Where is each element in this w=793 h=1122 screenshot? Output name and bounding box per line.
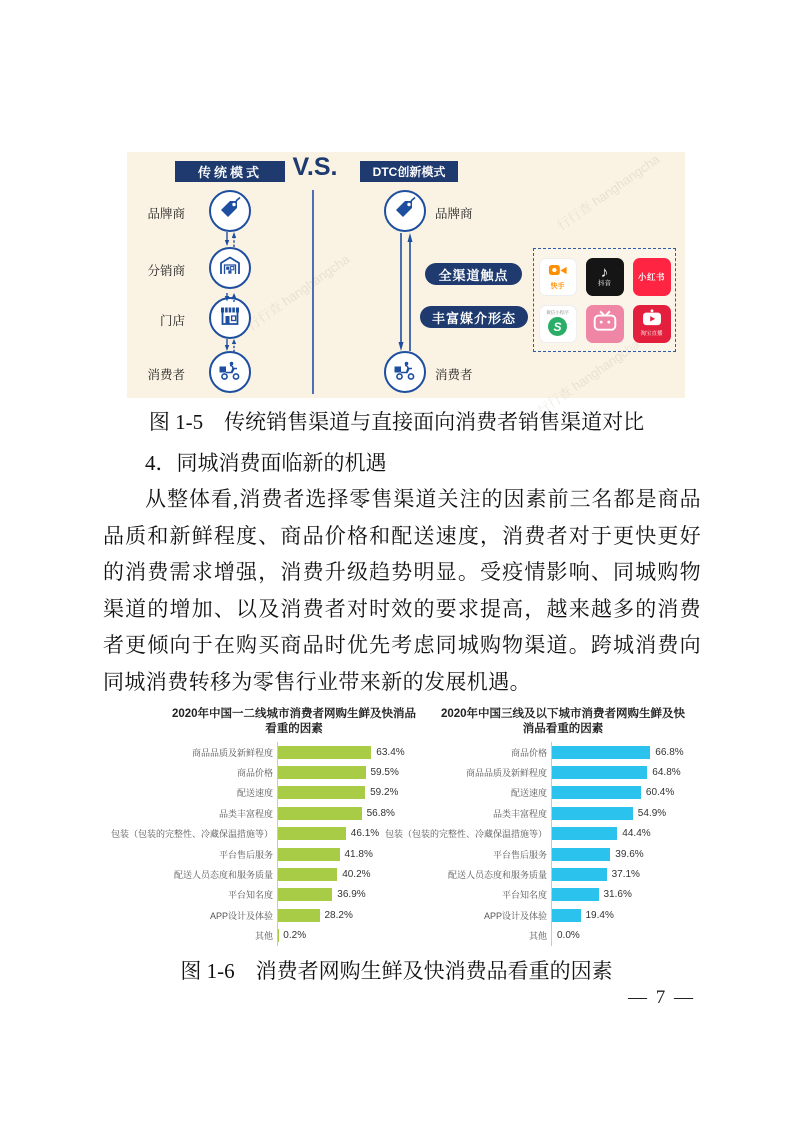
bar-track <box>277 864 423 884</box>
bar <box>278 746 371 759</box>
flow-arrows <box>222 232 240 252</box>
tag-icon <box>217 196 243 227</box>
chart-row <box>434 742 692 762</box>
chart-row <box>165 783 423 803</box>
bar <box>552 786 641 799</box>
category-label: 平台知名度 <box>227 890 273 901</box>
bar-track <box>551 864 692 884</box>
flow-arrows <box>222 339 240 357</box>
category-label: 商品品质及新鲜程度 <box>465 767 547 778</box>
chart-title: 2020年中国三线及以下城市消费者网购生鲜及快消品看重的因素 <box>440 708 686 735</box>
value-label: 66.8% <box>655 746 684 758</box>
value-label: 0.0% <box>557 930 580 942</box>
chart-row <box>434 762 692 782</box>
bar <box>552 827 617 840</box>
bar-track <box>551 844 692 864</box>
bar <box>278 848 340 861</box>
category-label: 平台售后服务 <box>492 849 547 860</box>
bar <box>278 807 362 820</box>
bar <box>552 888 599 901</box>
bar-track <box>277 783 423 803</box>
bar-track <box>551 885 692 905</box>
chart-title: 2020年中国一二线城市消费者网购生鲜及快消品看重的因素 <box>171 708 417 735</box>
value-label: 40.2% <box>342 868 371 880</box>
figure-1-6-charts <box>110 703 692 945</box>
dtc-consumer-node <box>384 351 426 393</box>
category-label: 配送人员态度和服务质量 <box>173 869 273 880</box>
flow-arrows <box>222 289 240 307</box>
bar <box>552 868 607 881</box>
tv-face-icon <box>592 309 618 338</box>
category-label: 配送速度 <box>510 788 547 799</box>
value-label: 64.8% <box>652 766 681 778</box>
category-label: 商品价格 <box>236 767 273 778</box>
category-label: 平台售后服务 <box>218 849 273 860</box>
chart-row <box>165 905 423 925</box>
chart-row <box>165 844 423 864</box>
category-label: 包装（包装的完整性、冷藏保温措施等） <box>384 829 547 840</box>
value-label: 0.2% <box>283 930 307 942</box>
category-label: APP设计及体验 <box>483 910 547 921</box>
wechat-mini-program-app-icon <box>539 305 577 343</box>
storefront-icon <box>217 303 243 334</box>
direct-flow-arrows <box>396 232 416 357</box>
category-label: 品类丰富程度 <box>492 808 547 819</box>
category-label: 商品价格 <box>510 747 547 758</box>
body-paragraph: 从整体看,消费者选择零售渠道关注的因素前三名都是商品品质和新鲜程度、商品价格和配送速度，消费者对于更快更好的消费需求增强，消费升级趋势明显。受疫情影响、同城购物渠道的增加、以及消费者对时效的要求提高，越来越多的消费者更倾向于在购买商品时优先考虑同城购物渠道。跨城消费向同城消费转移为零售行业带来新的发展机遇。 <box>103 487 701 694</box>
traditional-model-header: 传统模式 <box>175 161 285 182</box>
delivery-scooter-icon <box>217 357 243 388</box>
bar-track <box>551 762 692 782</box>
dtc-brand-node <box>384 190 426 232</box>
value-label: 59.5% <box>370 766 399 778</box>
value-label: 31.6% <box>603 889 632 901</box>
chart-row <box>434 885 692 905</box>
bar <box>552 848 610 861</box>
brand-label: 品牌商 <box>147 207 185 221</box>
tv-play-icon <box>641 309 663 331</box>
value-label: 41.8% <box>344 848 373 860</box>
category-label: 配送速度 <box>236 788 273 799</box>
category-label: 配送人员态度和服务质量 <box>447 869 547 880</box>
delivery-scooter-icon <box>392 357 418 388</box>
kuaishou-app-icon <box>539 258 577 296</box>
bar-track <box>551 905 692 925</box>
category-label: 其他 <box>528 931 547 942</box>
bar <box>552 909 581 922</box>
chart-row <box>165 803 423 823</box>
dtc-brand-label: 品牌商 <box>435 207 473 221</box>
value-label: 37.1% <box>611 868 640 880</box>
value-label: 46.1% <box>350 828 380 840</box>
category-label: 商品品质及新鲜程度 <box>191 747 273 758</box>
bar-track <box>277 844 423 864</box>
bar <box>278 827 346 840</box>
distributor-label: 分销商 <box>147 264 185 278</box>
taobao-live-app-icon <box>633 305 671 343</box>
category-label: 平台知名度 <box>501 890 547 901</box>
chart-row <box>434 803 692 823</box>
chart-row <box>165 885 423 905</box>
value-label: 60.4% <box>645 787 675 799</box>
chart-rows <box>110 742 423 946</box>
category-label: 包装（包装的完整性、冷藏保温措施等） <box>110 829 273 840</box>
wechat-mini-program-label: 微信小程序 <box>546 309 569 315</box>
chart-row <box>165 925 423 945</box>
xiaohongshu-app-icon <box>633 258 671 296</box>
app-icons-box <box>533 248 676 352</box>
taobao-live-label: 淘宝直播 <box>640 331 663 338</box>
bar-track <box>277 803 423 823</box>
bar-track <box>277 905 423 925</box>
value-label: 44.4% <box>622 828 651 840</box>
value-label: 36.9% <box>337 889 366 901</box>
bar <box>278 909 320 922</box>
tier1-2-cities-bar-chart <box>110 703 423 946</box>
section-heading: 4．同城消费面临新的机遇 <box>145 451 387 475</box>
chart-row <box>434 844 692 864</box>
chart-row <box>165 864 423 884</box>
bar <box>552 807 633 820</box>
watermark: 行行查 hanghangcha <box>244 251 353 334</box>
page-number: — 7 — <box>628 987 695 1008</box>
bar-track <box>277 925 423 945</box>
value-label: 56.8% <box>366 807 395 819</box>
value-label: 59.2% <box>370 787 399 799</box>
bar <box>552 766 647 779</box>
douyin-app-icon <box>586 258 624 296</box>
warehouse-icon <box>217 253 243 284</box>
chart-row <box>434 925 692 945</box>
omnichannel-touchpoint-pill: 全渠道触点 <box>425 263 522 285</box>
bilibili-app-icon <box>586 305 624 343</box>
category-label: 品类丰富程度 <box>218 808 273 819</box>
bar <box>278 786 365 799</box>
watermark: 行行查 hanghangcha <box>554 151 663 234</box>
bar-track <box>551 803 692 823</box>
value-label: 19.4% <box>585 909 614 921</box>
mini-program-s-icon: S <box>548 317 567 336</box>
chart-row <box>434 864 692 884</box>
rich-media-forms-pill: 丰富媒介形态 <box>420 306 528 328</box>
bar-track <box>551 742 692 762</box>
chart-row <box>165 762 423 782</box>
bar <box>552 746 650 759</box>
watermark: 行行查 hanghangcha <box>534 336 643 419</box>
category-label: 其他 <box>254 931 273 942</box>
dtc-consumer-label: 消费者 <box>435 368 473 382</box>
bar-track <box>277 742 423 762</box>
bar <box>278 868 337 881</box>
chart-row <box>165 742 423 762</box>
figure-1-5-diagram <box>127 151 685 419</box>
value-label: 63.4% <box>376 746 405 758</box>
bar <box>278 888 332 901</box>
category-label: APP设计及体验 <box>209 910 273 921</box>
douyin-label: 抖音 <box>598 280 611 288</box>
kuaishou-label: 快手 <box>550 283 565 290</box>
video-camera-icon <box>548 263 568 282</box>
figure-1-6-caption: 图 1-6 消费者网购生鲜及快消费品看重的因素 <box>180 959 613 983</box>
dtc-model-header: DTC创新模式 <box>360 161 458 182</box>
versus-label: V.S. <box>292 153 338 181</box>
bar-track <box>551 823 692 843</box>
bar-track <box>551 783 692 803</box>
bar-track <box>277 762 423 782</box>
consumer-node <box>209 351 251 393</box>
bar-track <box>551 925 692 945</box>
value-label: 39.6% <box>615 848 644 860</box>
store-label: 门店 <box>159 314 185 328</box>
value-label: 28.2% <box>324 909 353 921</box>
chart-row <box>384 823 692 843</box>
bar-track <box>277 885 423 905</box>
center-divider-line <box>312 190 314 394</box>
value-label: 54.9% <box>637 807 667 819</box>
tag-icon <box>392 196 418 227</box>
figure-1-5-caption: 图 1-5 传统销售渠道与直接面向消费者销售渠道对比 <box>148 410 645 434</box>
chart-row <box>434 783 692 803</box>
bar <box>278 766 366 779</box>
xiaohongshu-label: 小红书 <box>637 271 665 282</box>
chart-row <box>434 905 692 925</box>
distributor-node <box>209 247 251 289</box>
brand-node <box>209 190 251 232</box>
consumer-label: 消费者 <box>147 368 185 382</box>
music-note-icon: ♪ <box>600 264 609 282</box>
